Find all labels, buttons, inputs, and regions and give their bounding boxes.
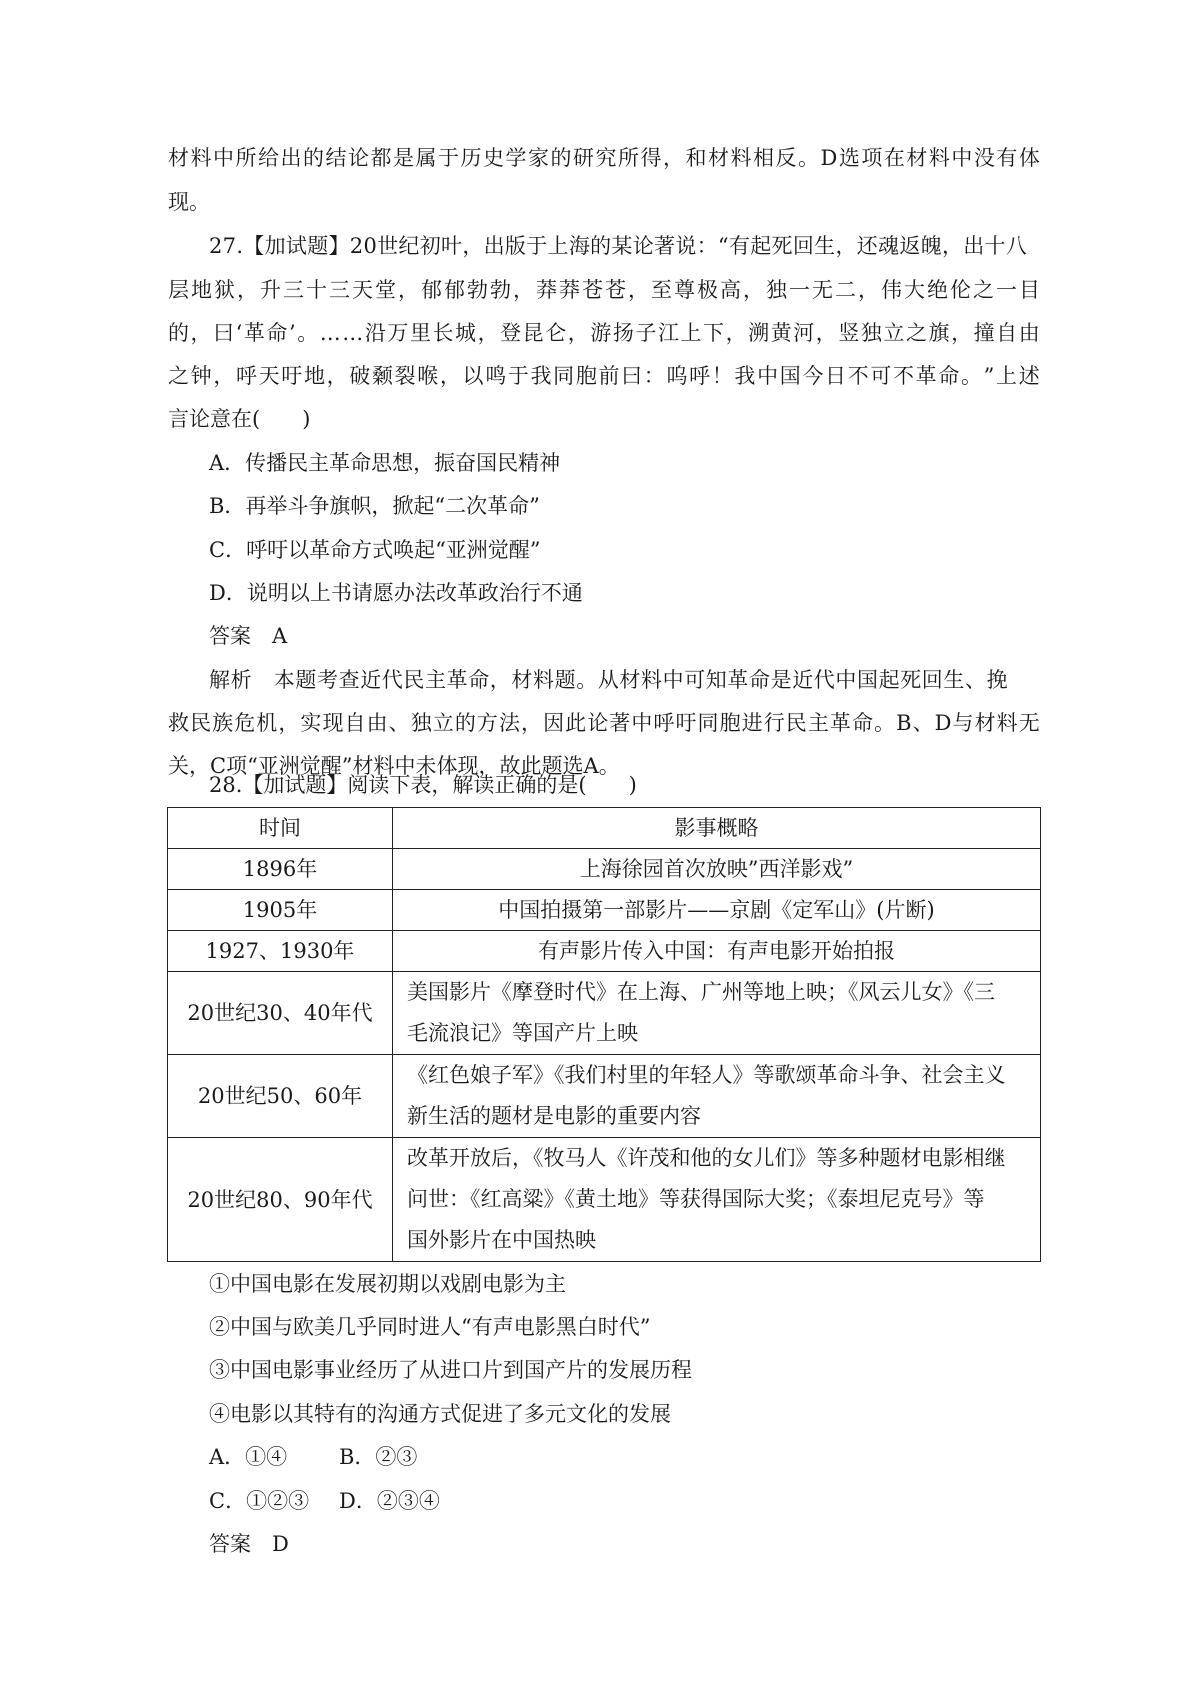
q28-option-c: C．①②③ [209, 1489, 310, 1513]
table-cell-line: 新生活的题材是电影的重要内容 [407, 1104, 701, 1128]
table-cell-line: 毛流浪记》等国产片上映 [407, 1021, 638, 1045]
table-row [168, 1138, 1041, 1262]
table-row [168, 1055, 1041, 1138]
table-cell-line: 国外影片在中国热映 [407, 1228, 596, 1252]
table-cell-line: 改革开放后，《牧马人《许茂和他的女儿们》等多种题材电影相继 [407, 1146, 1006, 1170]
table-row [168, 931, 1041, 972]
q27-analysis-line: 解析 本题考查近代民主革命，材料题。从材料中可知革命是近代中国起死回生、挽 [209, 668, 1009, 692]
table-cell-events [393, 849, 1041, 890]
table-cell-time: 20世纪80、90年代 [168, 1138, 393, 1262]
q28-statement-1: ①中国电影在发展初期以戏剧电影为主 [209, 1272, 566, 1296]
table-cell-events [393, 890, 1041, 931]
q27-stem-line: 之 钟 ， 呼 天 吁 地 ， 破 颡 裂 喉 ， 以 鸣 于 我 同 胞 前 曰 ： 呜 呼 ！ 我 中 国 今 日 不 可 不 革 命 。 ” 上 述 [168, 364, 1040, 388]
q27-stem-line: 言论意在( ) [168, 407, 311, 431]
q27-option-c: C．呼吁以革命方式唤起“亚洲觉醒” [209, 538, 541, 562]
q28-statement-4: ④电影以其特有的沟通方式促进了多元文化的发展 [209, 1402, 671, 1426]
q27-answer: 答案 A [209, 624, 288, 648]
intro-line: 现。 [168, 190, 210, 214]
q28-statement-2: ②中国与欧美几乎同时进人“有声电影黑白时代” [209, 1315, 651, 1339]
q27-option-d: D．说明以上书请愿办法改革政治行不通 [209, 581, 583, 605]
q27-option-a: A．传播民主革命思想，振奋国民精神 [209, 451, 561, 475]
intro-line: 材 料 中 所 给 出 的 结 论 都 是 属 于 历 史 学 家 的 研 究 所 得 ， 和 材 料 相 反 。 D 选 项 在 材 料 中 没 有 体 [168, 146, 1040, 170]
table-cell-events [393, 972, 1041, 1055]
q28-option-a: A．①④ [209, 1445, 288, 1469]
table-cell-line: 《红色娘子军》《我们村里的年轻人》等歌颂革命斗争、社会主义 [407, 1063, 1006, 1087]
table-cell-time: 20世纪30、40年代 [168, 972, 393, 1055]
q28-option-b: B．②③ [339, 1445, 418, 1469]
table-header-time: 时间 [168, 808, 393, 849]
table-cell-line: 上海徐园首次放映”西洋影戏” [579, 857, 854, 881]
table-cell-line: 问世：《红高粱》《黄土地》等获得国际大奖；《泰坦尼克号》等 [407, 1187, 985, 1211]
table-header-events: 影事概略 [393, 808, 1041, 849]
table-cell-line: 美国影片《摩登时代》在上海、广州等地上映；《风云儿女》《三 [407, 980, 995, 1004]
table-row [168, 890, 1041, 931]
table-cell-events [393, 931, 1041, 972]
table-header-row [168, 808, 1041, 849]
table-row [168, 849, 1041, 890]
table-row [168, 972, 1041, 1055]
table-cell-events [393, 1055, 1041, 1138]
table-cell-time: 20世纪50、60年 [168, 1055, 393, 1138]
table-cell-events [393, 1138, 1041, 1262]
table-cell-line: 中国拍摄第一部影片——京剧《定军山》(片断) [498, 898, 935, 922]
table-cell-time: 1896年 [168, 849, 393, 890]
q27-stem-line: 层 地 狱 ， 升 三 十 三 天 堂 ， 郁 郁 勃 勃 ， 莽 莽 苍 苍 ， 至 尊 极 高 ， 独 一 无 二 ， 伟 大 绝 伦 之 一 目 [168, 278, 1040, 302]
table-cell-time: 1905年 [168, 890, 393, 931]
film-history-table [167, 807, 1041, 1262]
q28-statement-3: ③中国电影事业经历了从进口片到国产片的发展历程 [209, 1358, 692, 1382]
q28-answer: 答案 D [209, 1532, 289, 1556]
q28-option-d: D．②③④ [339, 1489, 440, 1513]
q27-analysis-line: 救 民 族 危 机 ， 实 现 自 由 、 独 立 的 方 法 ， 因 此 论 著 中 呼 吁 同 胞 进 行 民 主 革 命 。 B 、 D 与 材 料 无 [168, 711, 1040, 735]
q27-option-b: B．再举斗争旗帜，掀起“二次革命” [209, 494, 540, 518]
table-cell-line: 有声影片传入中国：有声电影开始拍报 [538, 939, 895, 963]
table-cell-time: 1927、1930年 [168, 931, 393, 972]
q27-stem-line: 的 ， 曰 ‘ 革 命 ’ 。 … … 沿 万 里 长 城 ， 登 昆 仑 ， 游 扬 子 江 上 下 ， 溯 黄 河 ， 竖 独 立 之 旗 ， 撞 自 由 [168, 321, 1040, 345]
q28-stem: 28.【加试题】阅读下表，解读正确的是( ) [209, 773, 637, 797]
q27-stem-line: 27.【加试题】20世纪初叶，出版于上海的某论著说：“有起死回生，还魂返魄，出十八 [209, 234, 1028, 258]
q27-analysis-line: 关，C项“亚洲觉醒”材料中未体现，故此题选A。 [168, 754, 620, 778]
